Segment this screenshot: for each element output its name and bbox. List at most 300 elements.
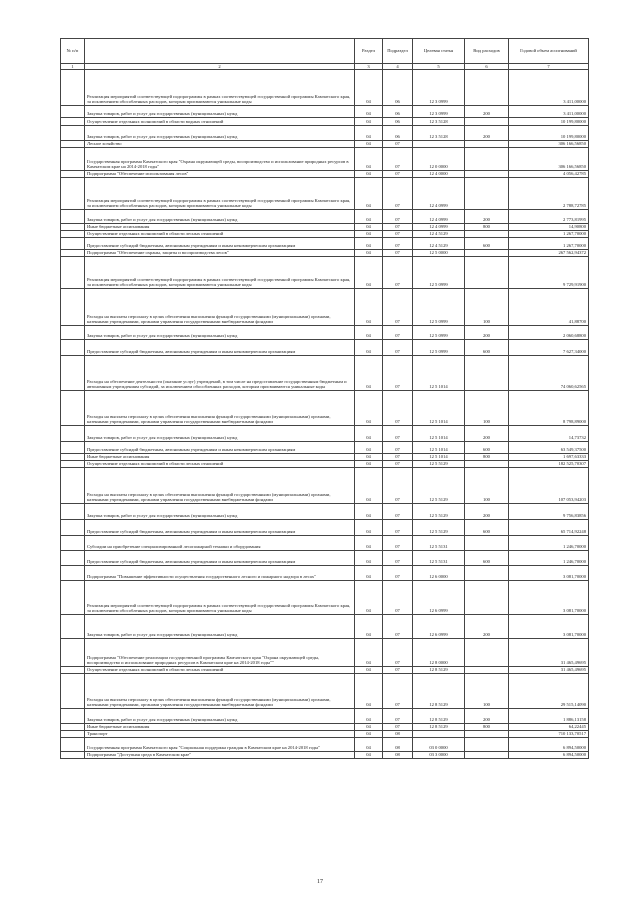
row-number-cell [61, 461, 85, 468]
target-article-cell: 12 3 5128 [413, 118, 465, 126]
row-number-cell [61, 224, 85, 231]
target-article-cell: 12 0 0000 [413, 148, 465, 171]
target-article-cell: 12 5 0999 [413, 340, 465, 356]
expense-type-cell: 200 [465, 709, 509, 724]
table-row [61, 118, 589, 126]
row-number-cell [61, 520, 85, 536]
subsection-cell: 06 [383, 106, 413, 118]
index-cell: 1 [61, 64, 85, 70]
index-cell: 3 [355, 64, 383, 70]
amount-cell: 1 697,63333 [509, 454, 589, 461]
expense-type-cell: 800 [465, 724, 509, 731]
row-number-cell [61, 118, 85, 126]
section-cell: 04 [355, 426, 383, 442]
row-number-cell [61, 141, 85, 148]
table-row [61, 731, 589, 738]
expense-name-cell: Подпрограмма "Обеспечение реализации государственной программы Камчатского края "Охрана окружающей среды, воспроизводство и использование природных ресурсов в Камчатском крае на 2014-2018 годы"" [85, 639, 355, 667]
amount-cell: 6 894,50000 [509, 752, 589, 759]
expense-type-cell: 200 [465, 615, 509, 639]
table-row [61, 639, 589, 667]
expense-name-cell: Государственная программа Камчатского края "Социальная поддержка граждан в Камчатском крае на 2014-2018 годы" [85, 738, 355, 752]
amount-cell: 29 515,14090 [509, 674, 589, 709]
expense-type-cell: 100 [465, 674, 509, 709]
amount-cell: 267 562,94372 [509, 250, 589, 257]
amount-cell: 3 081,70000 [509, 581, 589, 615]
expense-type-cell: 600 [465, 442, 509, 454]
expense-type-cell: 200 [465, 326, 509, 340]
amount-cell: 31 465,49695 [509, 639, 589, 667]
subsection-cell: 07 [383, 340, 413, 356]
amount-cell: 65 714,92248 [509, 520, 589, 536]
amount-cell: 3 081,70000 [509, 566, 589, 581]
amount-cell: 4 056,42785 [509, 171, 589, 178]
row-number-cell [61, 148, 85, 171]
subsection-cell: 07 [383, 442, 413, 454]
expense-type-cell: 200 [465, 126, 509, 141]
table-row [61, 426, 589, 442]
row-number-cell [61, 442, 85, 454]
section-cell: 04 [355, 210, 383, 224]
amount-cell: 9 729,91900 [509, 257, 589, 289]
subsection-cell: 07 [383, 356, 413, 391]
section-cell: 04 [355, 238, 383, 250]
amount-cell: 1 267,70000 [509, 231, 589, 238]
table-row [61, 231, 589, 238]
expense-name-cell: Предоставление субсидий бюджетным, автономным учреждениям и иным некоммерческим организациям [85, 551, 355, 566]
subsection-cell: 07 [383, 566, 413, 581]
section-cell: 04 [355, 731, 383, 738]
section-cell: 04 [355, 724, 383, 731]
row-number-cell [61, 356, 85, 391]
section-cell: 04 [355, 667, 383, 674]
section-cell: 04 [355, 738, 383, 752]
table-row [61, 141, 589, 148]
expense-name-cell: Закупка товаров, работ и услуг для государственных (муниципальных) нужд [85, 106, 355, 118]
target-article-cell: 12 8 5129 [413, 674, 465, 709]
section-cell: 04 [355, 141, 383, 148]
subsection-cell: 07 [383, 581, 413, 615]
index-cell: 2 [85, 64, 355, 70]
table-row [61, 148, 589, 171]
section-cell: 04 [355, 289, 383, 326]
subsection-cell: 06 [383, 126, 413, 141]
target-article-cell: 12 5 1014 [413, 454, 465, 461]
subsection-cell: 07 [383, 178, 413, 210]
amount-cell: 306 166,56850 [509, 148, 589, 171]
expense-name-cell: Расходы на выплаты персоналу в целях обеспечения выполнения функций государственными (муниципальными) органами, казенными учреждениями, органами управления государственными внебюджетными фондами [85, 289, 355, 326]
expense-name-cell: Расходы на выплаты персоналу в целях обеспечения выполнения функций государственными (муниципальными) органами, казенными учреждениями, органами управления государственными внебюджетными фондами [85, 468, 355, 504]
subsection-cell: 07 [383, 454, 413, 461]
budget-sheet [60, 38, 588, 759]
subsection-cell: 07 [383, 520, 413, 536]
table-row [61, 257, 589, 289]
subsection-cell: 08 [383, 731, 413, 738]
table-row [61, 391, 589, 426]
table-row [61, 504, 589, 520]
amount-cell: 3 411,00000 [509, 70, 589, 106]
header-subsection: Подраздел [383, 39, 413, 64]
expense-type-cell [465, 250, 509, 257]
section-cell: 04 [355, 391, 383, 426]
table-row [61, 326, 589, 340]
row-number-cell [61, 615, 85, 639]
amount-cell: 63 549,37500 [509, 442, 589, 454]
expense-type-cell: 100 [465, 289, 509, 326]
subsection-cell: 06 [383, 118, 413, 126]
section-cell: 04 [355, 106, 383, 118]
subsection-cell: 07 [383, 615, 413, 639]
expense-name-cell: Закупка товаров, работ и услуг для государственных (муниципальных) нужд [85, 126, 355, 141]
expense-type-cell: 200 [465, 504, 509, 520]
row-number-cell [61, 126, 85, 141]
target-article-cell: 12 5 5131 [413, 551, 465, 566]
section-cell: 04 [355, 551, 383, 566]
section-cell: 04 [355, 520, 383, 536]
row-number-cell [61, 709, 85, 724]
section-cell: 04 [355, 148, 383, 171]
table-row [61, 340, 589, 356]
row-number-cell [61, 238, 85, 250]
expense-name-cell: Реализация мероприятий соответствующей подпрограммы в рамках соответствующей государственной программы Камчатского края, за исключением обособленных расходов, которым присваиваются уникальные коды [85, 257, 355, 289]
expense-name-cell: Транспорт [85, 731, 355, 738]
expense-type-cell [465, 141, 509, 148]
row-number-cell [61, 504, 85, 520]
target-article-cell [413, 731, 465, 738]
expense-type-cell [465, 581, 509, 615]
section-cell: 04 [355, 536, 383, 551]
expense-type-cell [465, 731, 509, 738]
table-row [61, 106, 589, 118]
amount-cell: 306 166,56850 [509, 141, 589, 148]
section-cell: 04 [355, 454, 383, 461]
expense-type-cell: 100 [465, 391, 509, 426]
subsection-cell: 07 [383, 224, 413, 231]
amount-cell: 2 060,68800 [509, 326, 589, 340]
target-article-cell: 12 5 5131 [413, 536, 465, 551]
header-amount: Годовой объем ассигнований [509, 39, 589, 64]
expense-type-cell: 200 [465, 426, 509, 442]
subsection-cell: 07 [383, 141, 413, 148]
row-number-cell [61, 250, 85, 257]
target-article-cell: 12 4 0000 [413, 171, 465, 178]
expense-name-cell: Подпрограмма "Обеспечение охраны, защиты и воспроизводства лесов" [85, 250, 355, 257]
target-article-cell: 12 4 5129 [413, 238, 465, 250]
expense-name-cell: Предоставление субсидий бюджетным, автономным учреждениям и иным некоммерческим организациям [85, 520, 355, 536]
expense-name-cell: Закупка товаров, работ и услуг для государственных (муниципальных) нужд [85, 504, 355, 520]
expense-name-cell: Закупка товаров, работ и услуг для государственных (муниципальных) нужд [85, 326, 355, 340]
row-number-cell [61, 674, 85, 709]
table-row [61, 442, 589, 454]
expense-type-cell [465, 171, 509, 178]
amount-cell: 1 886,13158 [509, 709, 589, 724]
table-row [61, 250, 589, 257]
expense-name-cell: Расходы на обеспечение деятельности (оказание услуг) учреждений, в том числе на предоставление государственным бюджетным и автономным учреждениям субсидий, за исключением обособленных расходов, которым присваиваются уникальные коды [85, 356, 355, 391]
page-number: 17 [317, 879, 323, 885]
target-article-cell: 03 3 0000 [413, 752, 465, 759]
expense-type-cell: 600 [465, 551, 509, 566]
section-cell: 04 [355, 461, 383, 468]
expense-name-cell: Закупка товаров, работ и услуг для государственных (муниципальных) нужд [85, 709, 355, 724]
expense-name-cell: Подпрограмма "Повышение эффективности осуществления государственного лесного и пожарного надзора в лесах" [85, 566, 355, 581]
target-article-cell: 12 5 5129 [413, 504, 465, 520]
amount-cell: 2 788,72785 [509, 178, 589, 210]
expense-name-cell: Государственная программа Камчатского края "Охрана окружающей среды, воспроизводство и использование природных ресурсов в Камчатском крае на 2014-2018 годы" [85, 148, 355, 171]
expense-name-cell: Расходы на выплаты персоналу в целях обеспечения выполнения функций государственными (муниципальными) органами, казенными учреждениями, органами управления государственными внебюджетными фондами [85, 391, 355, 426]
expense-name-cell: Предоставление субсидий бюджетным, автономным учреждениям и иным некоммерческим организациям [85, 442, 355, 454]
amount-cell: 41,88700 [509, 289, 589, 326]
row-number-cell [61, 340, 85, 356]
target-article-cell: 12 6 0000 [413, 566, 465, 581]
row-number-cell [61, 178, 85, 210]
subsection-cell: 08 [383, 752, 413, 759]
target-article-cell: 12 5 5129 [413, 468, 465, 504]
section-cell: 04 [355, 340, 383, 356]
expense-type-cell [465, 257, 509, 289]
table-row [61, 126, 589, 141]
amount-cell: 64,22445 [509, 724, 589, 731]
subsection-cell: 06 [383, 70, 413, 106]
expense-type-cell [465, 356, 509, 391]
row-number-cell [61, 326, 85, 340]
subsection-cell: 07 [383, 231, 413, 238]
table-row [61, 581, 589, 615]
amount-cell: 1 267,70000 [509, 238, 589, 250]
expense-type-cell: 600 [465, 520, 509, 536]
expense-type-cell: 800 [465, 454, 509, 461]
amount-cell: 1 246,70000 [509, 551, 589, 566]
row-number-cell [61, 391, 85, 426]
row-number-cell [61, 639, 85, 667]
row-number-cell [61, 426, 85, 442]
table-row [61, 752, 589, 759]
section-cell: 04 [355, 442, 383, 454]
row-number-cell [61, 667, 85, 674]
table-row [61, 171, 589, 178]
amount-cell: 3 411,00000 [509, 106, 589, 118]
target-article-cell: 12 6 0999 [413, 615, 465, 639]
amount-cell: 710 133,70517 [509, 731, 589, 738]
subsection-cell: 07 [383, 326, 413, 340]
amount-cell: 9 756,83856 [509, 504, 589, 520]
row-number-cell [61, 257, 85, 289]
table-row [61, 724, 589, 731]
table-row [61, 709, 589, 724]
table-row [61, 178, 589, 210]
expense-name-cell: Осуществление отдельных полномочий в области лесных отношений [85, 667, 355, 674]
expense-type-cell: 800 [465, 224, 509, 231]
expense-name-cell: Реализация мероприятий соответствующей подпрограммы в рамках соответствующей государственной программы Камчатского края, за исключением обособленных расходов, которым присваиваются уникальные коды [85, 70, 355, 106]
table-row [61, 566, 589, 581]
expense-type-cell [465, 738, 509, 752]
row-number-cell [61, 551, 85, 566]
amount-cell: 1 246,70000 [509, 536, 589, 551]
expense-type-cell: 200 [465, 210, 509, 224]
budget-table [60, 38, 589, 759]
amount-cell: 74 060,62565 [509, 356, 589, 391]
target-article-cell: 12 4 5129 [413, 231, 465, 238]
target-article-cell: 12 3 5128 [413, 126, 465, 141]
section-cell: 04 [355, 126, 383, 141]
target-article-cell: 12 5 1014 [413, 356, 465, 391]
subsection-cell: 07 [383, 674, 413, 709]
section-cell: 04 [355, 674, 383, 709]
expense-type-cell: 100 [465, 468, 509, 504]
section-cell: 04 [355, 231, 383, 238]
target-article-cell: 12 5 5129 [413, 520, 465, 536]
section-cell: 04 [355, 468, 383, 504]
row-number-cell [61, 70, 85, 106]
expense-name-cell: Осуществление отдельных полномочий в области водных отношений [85, 118, 355, 126]
expense-name-cell: Закупка товаров, работ и услуг для государственных (муниципальных) нужд [85, 615, 355, 639]
target-article-cell: 12 8 5129 [413, 667, 465, 674]
expense-name-cell: Реализация мероприятий соответствующей подпрограммы в рамках соответствующей государственной программы Камчатского края, за исключением обособленных расходов, которым присваиваются уникальные коды [85, 178, 355, 210]
target-article-cell: 12 5 1014 [413, 442, 465, 454]
section-cell: 04 [355, 224, 383, 231]
expense-type-cell: 200 [465, 106, 509, 118]
section-cell: 04 [355, 639, 383, 667]
subsection-cell: 07 [383, 391, 413, 426]
target-article-cell: 12 3 0999 [413, 106, 465, 118]
target-article-cell: 12 4 0999 [413, 210, 465, 224]
expense-name-cell: Закупка товаров, работ и услуг для государственных (муниципальных) нужд [85, 426, 355, 442]
header-target: Целевая статья [413, 39, 465, 64]
table-row [61, 356, 589, 391]
expense-type-cell: 600 [465, 340, 509, 356]
table-row [61, 674, 589, 709]
index-cell: 7 [509, 64, 589, 70]
expense-name-cell: Иные бюджетные ассигнования [85, 224, 355, 231]
table-row [61, 289, 589, 326]
section-cell: 04 [355, 70, 383, 106]
subsection-cell: 07 [383, 536, 413, 551]
section-cell: 04 [355, 257, 383, 289]
target-article-cell: 12 5 1014 [413, 426, 465, 442]
expense-type-cell [465, 566, 509, 581]
index-cell: 6 [465, 64, 509, 70]
target-article-cell: 12 8 5129 [413, 709, 465, 724]
expense-name-cell: Подпрограмма "Обеспечение использования лесов" [85, 171, 355, 178]
subsection-cell: 07 [383, 238, 413, 250]
table-row [61, 70, 589, 106]
row-number-cell [61, 171, 85, 178]
row-number-cell [61, 536, 85, 551]
row-number-cell [61, 581, 85, 615]
subsection-cell: 07 [383, 667, 413, 674]
table-row [61, 454, 589, 461]
row-number-cell [61, 724, 85, 731]
expense-type-cell [465, 461, 509, 468]
expense-name-cell: Предоставление субсидий бюджетным, автономным учреждениям и иным некоммерческим организациям [85, 238, 355, 250]
section-cell: 04 [355, 118, 383, 126]
amount-cell: 182 525,70307 [509, 461, 589, 468]
subsection-cell: 07 [383, 461, 413, 468]
subsection-cell: 07 [383, 171, 413, 178]
row-number-cell [61, 210, 85, 224]
table-row [61, 461, 589, 468]
row-number-cell [61, 289, 85, 326]
subsection-cell: 07 [383, 426, 413, 442]
expense-type-cell [465, 639, 509, 667]
amount-cell: 14,73732 [509, 426, 589, 442]
subsection-cell: 07 [383, 709, 413, 724]
expense-name-cell: Расходы на выплаты персоналу в целях обеспечения выполнения функций государственными (муниципальными) органами, казенными учреждениями, органами управления государственными внебюджетными фондами [85, 674, 355, 709]
index-cell: 5 [413, 64, 465, 70]
target-article-cell: 12 6 0999 [413, 581, 465, 615]
subsection-cell: 07 [383, 639, 413, 667]
expense-type-cell: 600 [465, 238, 509, 250]
section-cell: 04 [355, 250, 383, 257]
subsection-cell: 07 [383, 551, 413, 566]
expense-name-cell: Лесное хозяйство [85, 141, 355, 148]
expense-name-cell: Предоставление субсидий бюджетным, автономным учреждениям и иным некоммерческим организациям [85, 340, 355, 356]
section-cell: 04 [355, 709, 383, 724]
expense-type-cell [465, 70, 509, 106]
expense-type-cell [465, 231, 509, 238]
amount-cell: 10 199,80000 [509, 118, 589, 126]
row-number-cell [61, 566, 85, 581]
expense-type-cell [465, 667, 509, 674]
expense-type-cell [465, 178, 509, 210]
target-article-cell: 12 4 0999 [413, 178, 465, 210]
table-row [61, 667, 589, 674]
target-article-cell [413, 141, 465, 148]
row-number-cell [61, 731, 85, 738]
header-section: Раздел [355, 39, 383, 64]
section-cell: 04 [355, 615, 383, 639]
subsection-cell: 07 [383, 148, 413, 171]
amount-cell: 3 081,70000 [509, 615, 589, 639]
subsection-cell: 07 [383, 468, 413, 504]
table-row [61, 238, 589, 250]
row-number-cell [61, 752, 85, 759]
expense-name-cell: Закупка товаров, работ и услуг для государственных (муниципальных) нужд [85, 210, 355, 224]
section-cell: 04 [355, 752, 383, 759]
section-cell: 04 [355, 356, 383, 391]
target-article-cell: 12 5 1014 [413, 391, 465, 426]
expense-name-cell: Осуществление отдельных полномочий в области лесных отношений [85, 231, 355, 238]
header-num: № п/п [61, 39, 85, 64]
target-article-cell: 12 4 0999 [413, 224, 465, 231]
section-cell: 04 [355, 178, 383, 210]
target-article-cell: 12 8 0000 [413, 639, 465, 667]
target-article-cell: 12 3 0999 [413, 70, 465, 106]
expense-name-cell: Иные бюджетные ассигнования [85, 454, 355, 461]
subsection-cell: 07 [383, 724, 413, 731]
expense-type-cell [465, 118, 509, 126]
target-article-cell: 12 5 0999 [413, 326, 465, 340]
table-row [61, 224, 589, 231]
target-article-cell: 12 5 5129 [413, 461, 465, 468]
subsection-cell: 07 [383, 250, 413, 257]
row-number-cell [61, 468, 85, 504]
amount-cell: 7 627,34000 [509, 340, 589, 356]
section-cell: 04 [355, 326, 383, 340]
expense-name-cell: Осуществление отдельных полномочий в области лесных отношений [85, 461, 355, 468]
table-row [61, 536, 589, 551]
section-cell: 04 [355, 581, 383, 615]
amount-cell: 2 773,81995 [509, 210, 589, 224]
expense-name-cell: Субсидии на приобретение специализированной лесопожарной техники и оборудования [85, 536, 355, 551]
target-article-cell: 03 0 0000 [413, 738, 465, 752]
table-row [61, 210, 589, 224]
expense-type-cell [465, 148, 509, 171]
section-cell: 04 [355, 504, 383, 520]
row-number-cell [61, 231, 85, 238]
expense-name-cell: Реализация мероприятий соответствующей подпрограммы в рамках соответствующей государственной программы Камчатского края, за исключением обособленных расходов, которым присваиваются уникальные коды [85, 581, 355, 615]
header-name [85, 39, 355, 64]
target-article-cell: 12 5 0999 [413, 289, 465, 326]
subsection-cell: 07 [383, 289, 413, 326]
